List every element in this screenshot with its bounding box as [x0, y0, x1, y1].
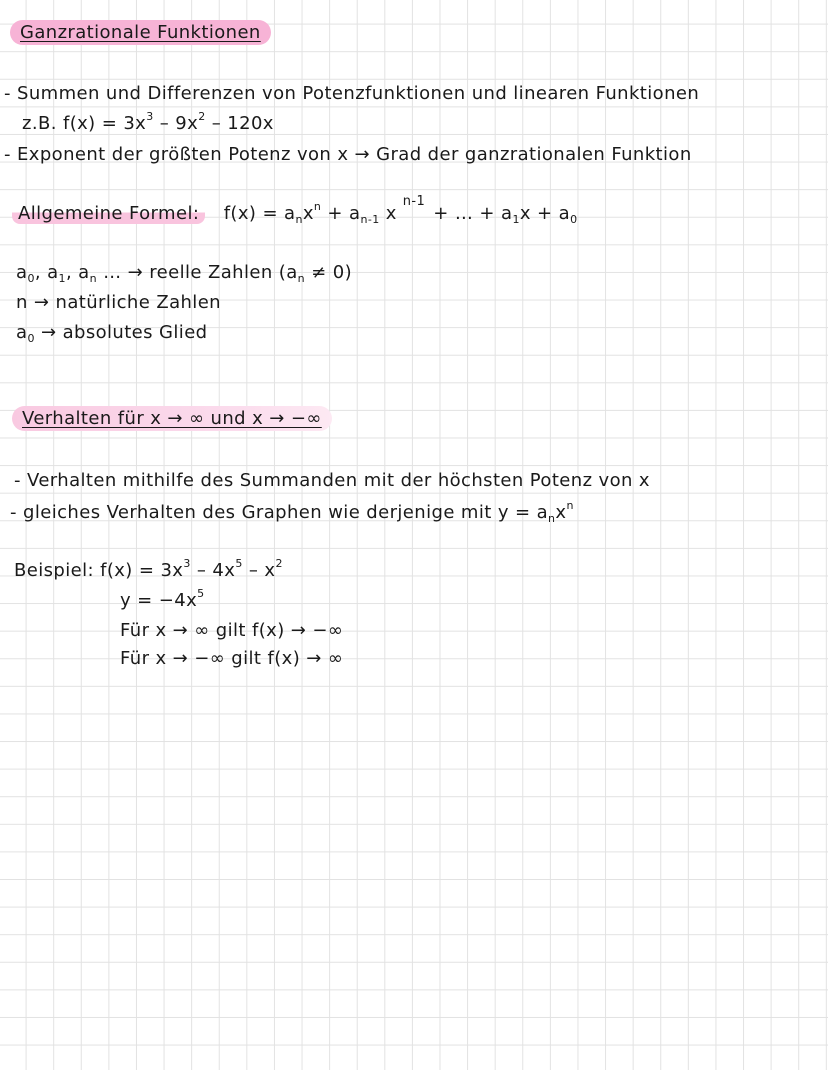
example-f-c: – x	[242, 560, 276, 581]
def1-e: ≠ 0)	[305, 262, 353, 283]
formula-sub-1: 1	[512, 213, 520, 226]
formula-plus2: + … + a	[427, 203, 513, 224]
intro-line-3-part-a: - Exponent der größten Potenz von x → Grad der	[4, 144, 465, 165]
def1-a: a	[16, 262, 28, 283]
behavior2-sup-n: n	[566, 499, 574, 512]
def1-sub-n: n	[89, 272, 97, 285]
heading2-text: Verhalten für x → ∞ und x → −∞	[12, 406, 332, 431]
formula-plus1: + a	[321, 203, 361, 224]
intro-example-line	[22, 110, 274, 134]
example-result-1: Für x → ∞ gilt f(x) → −∞	[120, 620, 344, 641]
behavior-line-2	[10, 499, 574, 525]
intro-line-3-part-c: Funktion	[605, 144, 692, 165]
example-f-b: – 4x	[190, 560, 236, 581]
def1-sub-1: 1	[58, 272, 66, 285]
def1-sub-n2: n	[297, 272, 306, 285]
formula-sub-n-1: n-1	[360, 213, 380, 226]
example-fx: f(x) = 3x	[62, 113, 147, 134]
formula-sup-n: n	[313, 200, 322, 213]
intro-line-1: - Summen und Differenzen von Potenzfunktionen und linearen Funktionen	[4, 83, 700, 104]
def3-sub-0: 0	[27, 332, 35, 345]
heading-verhalten	[12, 408, 332, 429]
formula-sub-n: n	[295, 213, 303, 226]
formula-sup-n-1: n-1	[402, 194, 426, 209]
behavior2-a: - gleiches Verhalten des Graphen wie derjenige mit y = a	[10, 502, 549, 523]
example-prefix: z.B.	[22, 113, 57, 134]
definition-line-3	[16, 322, 208, 343]
example-mid: – 9x	[153, 113, 199, 134]
example-exp-2: 2	[198, 110, 206, 123]
example-line-1	[14, 557, 283, 581]
def3-b: → absolutes Glied	[34, 322, 208, 343]
formula-fx: f(x) = a	[223, 203, 296, 224]
example-end: – 120x	[205, 113, 274, 134]
formula-x3: x + a	[519, 203, 571, 224]
example-y-exp-5: 5	[197, 587, 205, 600]
example-y-a: y = −4x	[120, 590, 198, 611]
general-formula-line	[12, 194, 578, 226]
formula-x1: x	[302, 203, 314, 224]
def1-d: … → reelle Zahlen (a	[97, 262, 298, 283]
formula-x2: x	[379, 203, 397, 224]
behavior2-x: x	[555, 502, 567, 523]
formula-sub-0: 0	[570, 213, 578, 226]
def1-b: , a	[34, 262, 59, 283]
heading-ganzrationale-funktionen	[10, 22, 271, 43]
example-label: Beispiel:	[14, 560, 94, 581]
behavior2-sub-n: n	[548, 512, 556, 525]
example-exp-3: 3	[146, 110, 154, 123]
example-line-y	[120, 587, 205, 611]
heading-text: Ganzrationale Funktionen	[10, 20, 271, 45]
example-f-exp-3: 3	[183, 557, 191, 570]
intro-line-3	[4, 144, 692, 165]
definition-line-2: n → natürliche Zahlen	[16, 292, 221, 313]
example-f-a: f(x) = 3x	[100, 560, 184, 581]
definition-line-1	[16, 262, 352, 283]
example-f-exp-2: 2	[275, 557, 283, 570]
def1-sub-0: 0	[27, 272, 35, 285]
def1-c: , a	[65, 262, 90, 283]
behavior-line-1: - Verhalten mithilfe des Summanden mit der höchsten Potenz von x	[14, 470, 650, 491]
example-result-2: Für x → −∞ gilt f(x) → ∞	[120, 648, 344, 669]
formula-label: Allgemeine Formel:	[12, 203, 205, 224]
intro-line-3-part-b: ganzrationalen	[464, 144, 606, 165]
example-f-exp-5: 5	[235, 557, 243, 570]
def3-a: a	[16, 322, 28, 343]
